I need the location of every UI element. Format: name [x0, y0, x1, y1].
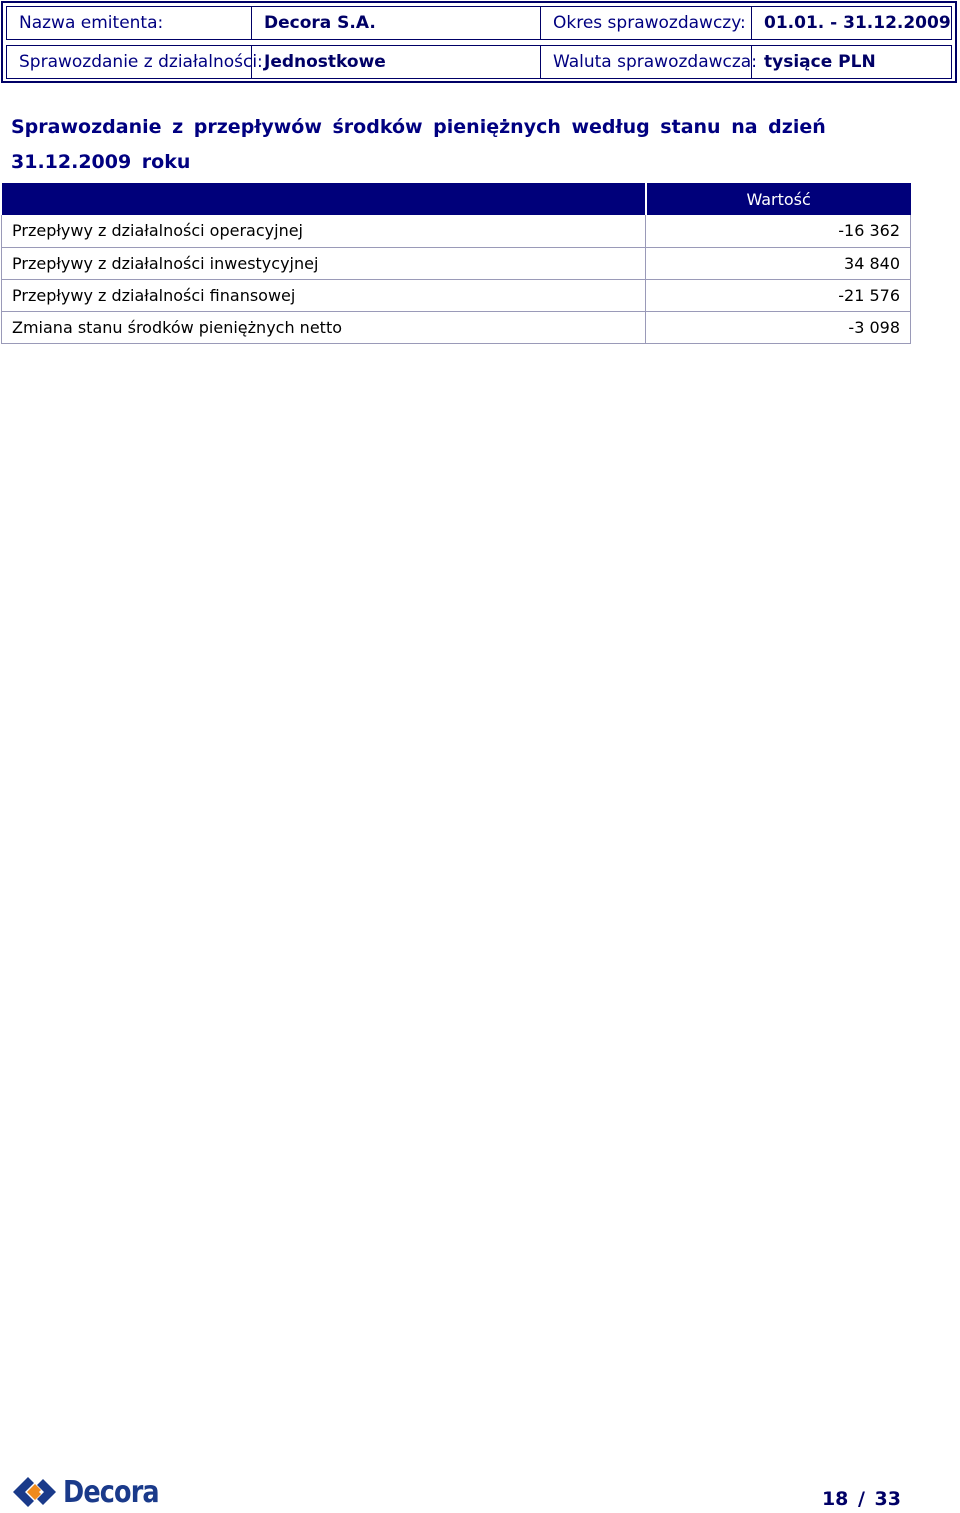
- currency-label: Waluta sprawozdawcza:: [541, 46, 752, 78]
- table-row: [2, 279, 911, 311]
- period-label: Okres sprawozdawczy:: [541, 7, 752, 39]
- currency-value: tysiące PLN: [764, 52, 876, 72]
- row-value: -21 576: [646, 279, 911, 311]
- row-value: 34 840: [646, 247, 911, 279]
- value-column-header: Wartość: [646, 183, 911, 215]
- page-title: Sprawozdanie z przepływów środków pieniężnych według stanu na dzień 31.12.2009 roku: [11, 116, 826, 173]
- issuer-label: Nazwa emitenta:: [7, 7, 252, 39]
- table-row: [2, 311, 911, 343]
- table-header-row: [2, 183, 911, 215]
- page-number: 18 / 33: [821, 1488, 901, 1510]
- report-value: Jednostkowe: [252, 46, 541, 78]
- report-header: [1, 1, 957, 83]
- row-label: Przepływy z działalności inwestycyjnej: [2, 247, 646, 279]
- period-value: 01.01. - 31.12.2009: [764, 13, 951, 33]
- table-row: [2, 247, 911, 279]
- issuer-value: Decora S.A.: [252, 7, 541, 39]
- row-label: Przepływy z działalności operacyjnej: [2, 215, 646, 247]
- table-header-blank: [2, 183, 646, 215]
- row-label: Przepływy z działalności finansowej: [2, 279, 646, 311]
- row-value: -3 098: [646, 311, 911, 343]
- decora-logo: [11, 1472, 176, 1512]
- header-row-report: [6, 45, 952, 79]
- cash-flow-table: [1, 183, 911, 344]
- row-value: -16 362: [646, 215, 911, 247]
- table-row: [2, 215, 911, 247]
- report-label: Sprawozdanie z działalności:: [7, 46, 252, 78]
- logo-text: Decora: [63, 1474, 159, 1510]
- row-label: Zmiana stanu środków pieniężnych netto: [2, 311, 646, 343]
- decora-logo-icon: [11, 1475, 57, 1509]
- header-row-issuer: [6, 6, 952, 40]
